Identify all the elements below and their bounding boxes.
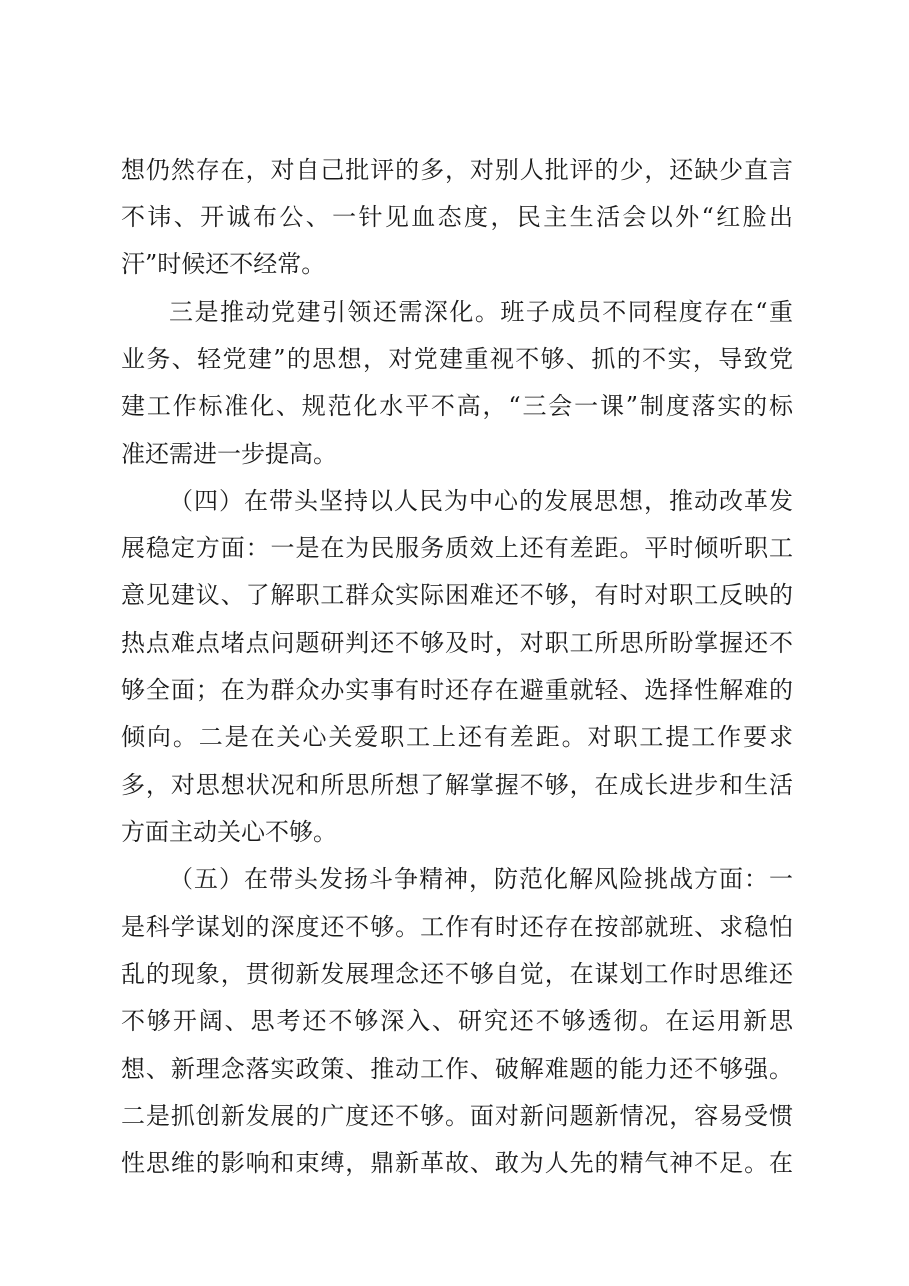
paragraph-first-line: 三是推动党建引领还需深化。班子成员不同程度存在“重 bbox=[169, 298, 793, 326]
text-line: 性思维的影响和束缚，鼎新革故、敢为人先的精气神不足。在 bbox=[121, 1149, 793, 1177]
text-line: 准还需进一步提高。 bbox=[121, 440, 337, 468]
text-line: 建工作标准化、规范化水平不高，“三会一课”制度落实的标 bbox=[121, 392, 793, 420]
text-line: 倾向。二是在关心关爱职工上还有差距。对职工提工作要求 bbox=[121, 723, 793, 751]
text-line: 二是抓创新发展的广度还不够。面对新问题新情况，容易受惯 bbox=[121, 1102, 793, 1130]
text-line: 展稳定方面：一是在为民服务质效上还有差距。平时倾听职工 bbox=[121, 534, 793, 562]
text-line: 想、新理念落实政策、推动工作、破解难题的能力还不够强。 bbox=[121, 1055, 793, 1083]
text-line: 够全面；在为群众办实事有时还存在避重就轻、选择性解难的 bbox=[121, 676, 793, 704]
text-line: 想仍然存在，对自己批评的多，对别人批评的少，还缺少直言 bbox=[121, 156, 793, 184]
text-line: 不讳、开诚布公、一针见血态度，民主生活会以外“红脸出 bbox=[121, 203, 793, 231]
text-line: 乱的现象，贯彻新发展理念还不够自觉，在谋划工作时思维还 bbox=[121, 960, 793, 988]
text-line: 多，对思想状况和所思所想了解掌握不够，在成长进步和生活 bbox=[121, 771, 793, 799]
text-line: 方面主动关心不够。 bbox=[121, 818, 337, 846]
paragraph-first-line: （五）在带头发扬斗争精神，防范化解风险挑战方面：一 bbox=[169, 865, 793, 893]
text-line: 不够开阔、思考还不够深入、研究还不够透彻。在运用新思 bbox=[121, 1007, 793, 1035]
text-line: 是科学谋划的深度还不够。工作有时还存在按部就班、求稳怕 bbox=[121, 913, 793, 941]
paragraph-first-line: （四）在带头坚持以人民为中心的发展思想，推动改革发 bbox=[169, 487, 793, 515]
text-line: 热点难点堵点问题研判还不够及时，对职工所思所盼掌握还不 bbox=[121, 629, 793, 657]
text-line: 意见建议、了解职工群众实际困难还不够，有时对职工反映的 bbox=[121, 581, 793, 609]
text-line: 业务、轻党建”的思想，对党建重视不够、抓的不实，导致党 bbox=[121, 345, 793, 373]
text-line: 汗”时候还不经常。 bbox=[121, 250, 326, 278]
